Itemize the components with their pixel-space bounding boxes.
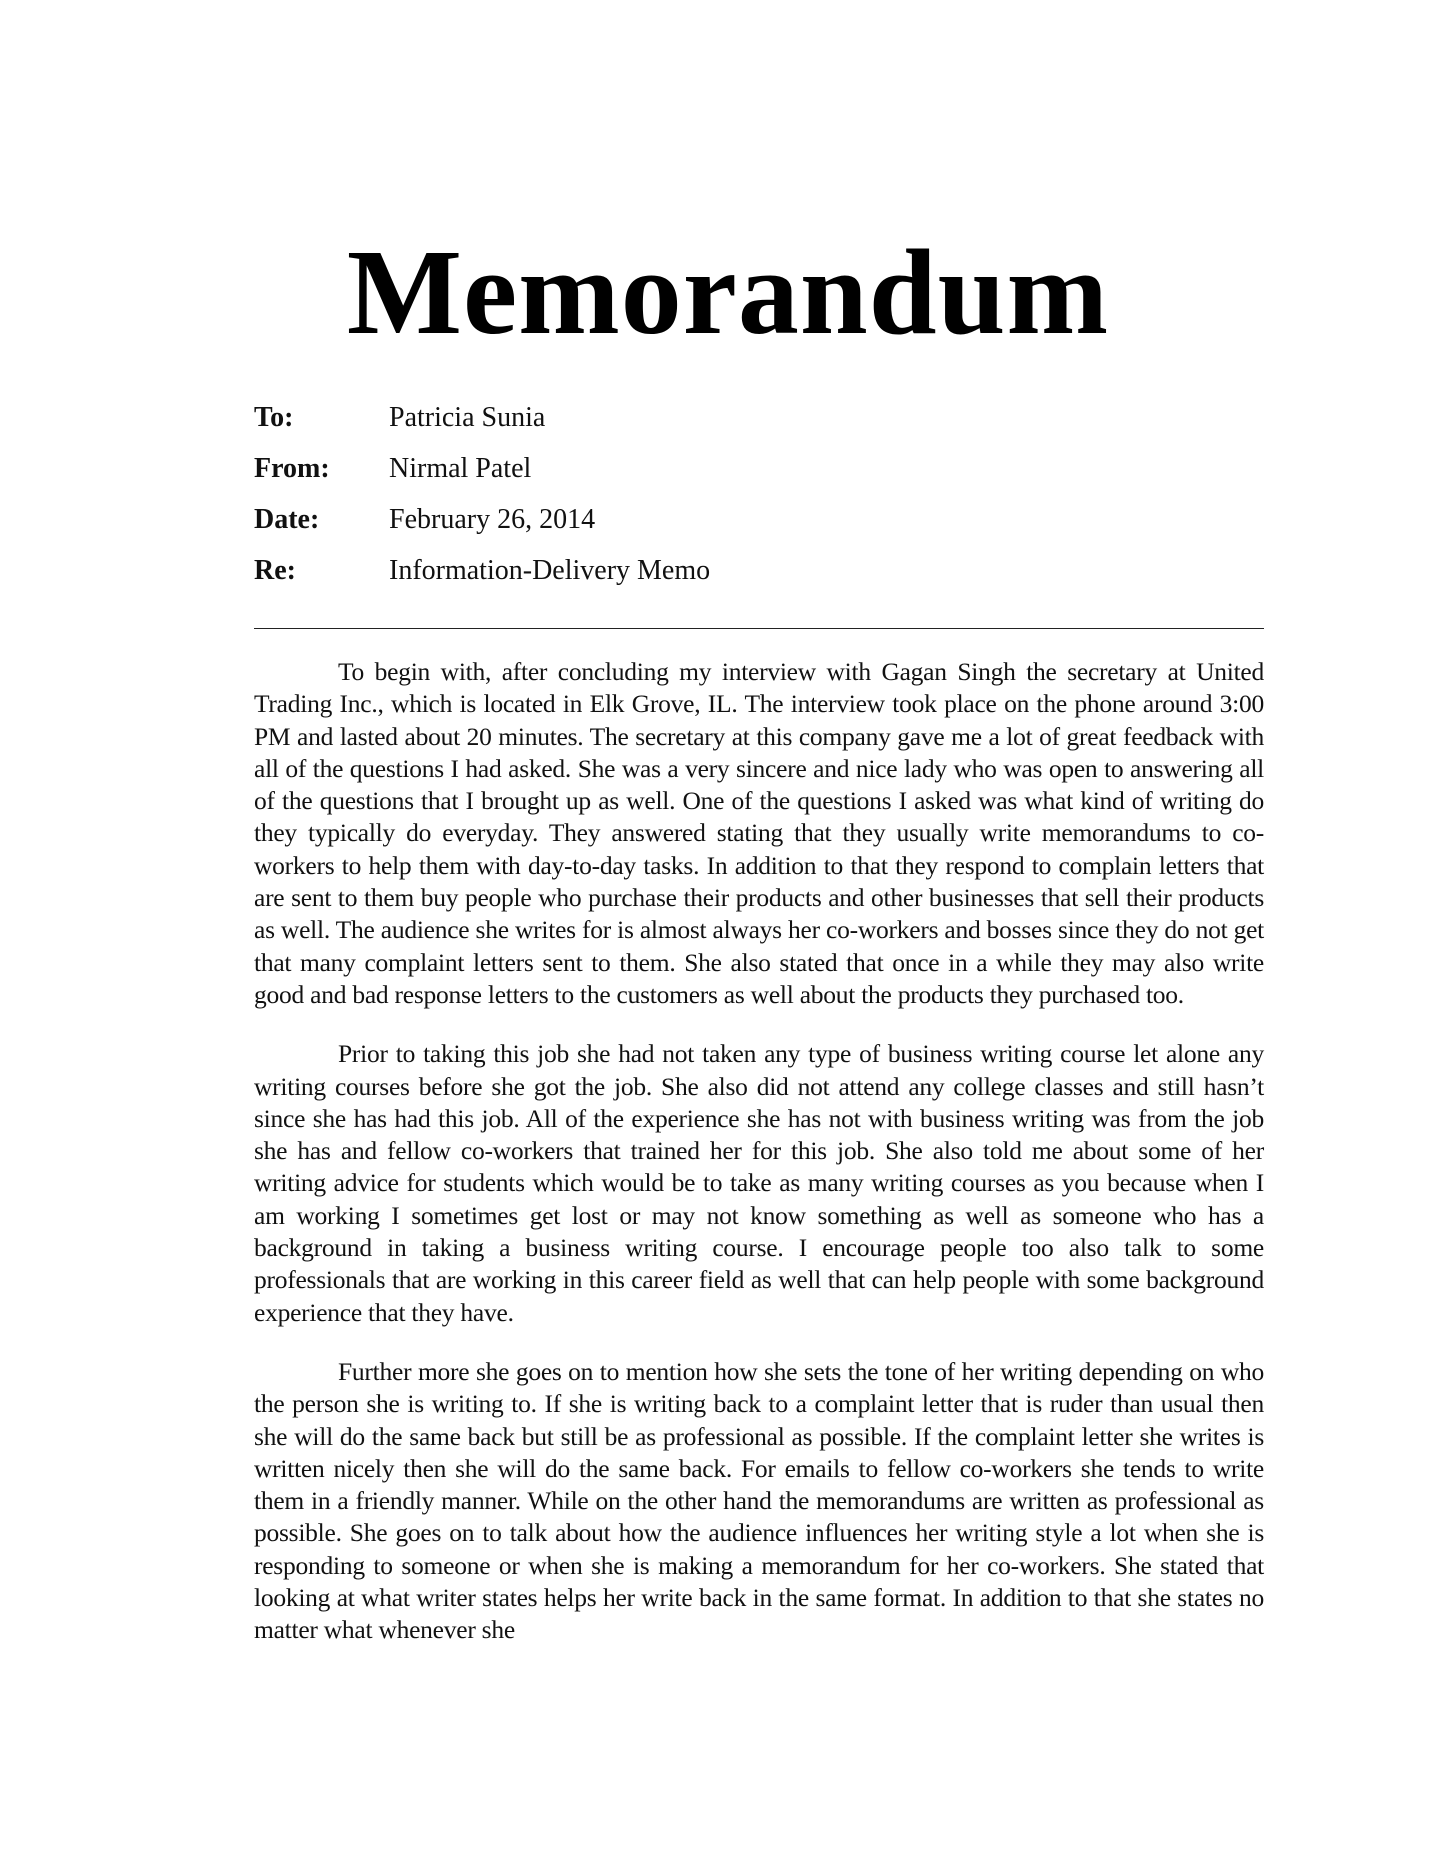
body-paragraph-1: To begin with, after concluding my interview with Gagan Singh the secretary at United Trading Inc., which is located in Elk Grove, IL. The interview took place on the phone around 3:00 PM and lasted about 20 minutes. The secretary at this company gave me a lot of great feedback with all of the questions I had asked. She was a very sincere and nice lady who was open to answering all of the questions that I brought up as well. One of the questions I asked was what kind of writing do they typically do everyday. They answered stating that they usually write memorandums to co-workers to help them with day-to-day tasks. In addition to that they respond to complain letters that are sent to them buy people who purchase their products and other businesses that sell their products as well. The audience she writes for is almost always her co-workers and bosses since they do not get that many complaint letters sent to them. She also stated that once in a while they may also write good and bad response letters to the customers as well about the products they purchased too. xyxy=(254,657,1264,1009)
from-value: Nirmal Patel xyxy=(389,452,532,484)
date-field xyxy=(254,494,1264,545)
re-value: Information-Delivery Memo xyxy=(389,554,711,586)
from-field xyxy=(254,443,1264,494)
date-value: February 26, 2014 xyxy=(389,503,596,535)
memo-title: Memorandum xyxy=(346,225,1110,360)
re-field xyxy=(254,545,1264,596)
memo-body xyxy=(254,656,1264,1674)
to-label: To: xyxy=(254,401,294,433)
to-value: Patricia Sunia xyxy=(389,401,546,433)
re-label: Re: xyxy=(254,554,296,586)
body-paragraph-2: Prior to taking this job she had not taken any type of business writing course let alone any writing courses before she got the job. She also did not attend any college classes and still hasn’t since she has had this job. All of the experience she has not with business writing was from the job she has and fellow co-workers that trained her for this job. She also told me about some of her writing advice for students which would be to take as many writing courses as you because when I am working I sometimes get lost or may not know something as well as someone who has a background in taking a business writing course. I encourage people too also talk to some professionals that are working in this career field as well that can help people with some background experience that they have. xyxy=(254,1039,1264,1327)
body-paragraph-3: Further more she goes on to mention how she sets the tone of her writing depending on who the person she is writing to. If she is writing back to a complaint letter that is ruder than usual then she will do the same back but still be as professional as possible. If the complaint letter she writes is written nicely then she will do the same back. For emails to fellow co-workers she tends to write them in a friendly manner. While on the other hand the memorandums are written as professional as possible. She goes on to talk about how the audience influences her writing style a lot when she is responding to someone or when she is making a memorandum for her co-workers. She stated that looking at what writer states helps her write back in the same format. In addition to that she states no matter what whenever she xyxy=(254,1356,1264,1645)
memo-header-fields xyxy=(254,392,1264,596)
header-divider xyxy=(254,628,1264,629)
from-label: From: xyxy=(254,452,330,484)
date-label: Date: xyxy=(254,503,320,535)
to-field xyxy=(254,392,1264,443)
